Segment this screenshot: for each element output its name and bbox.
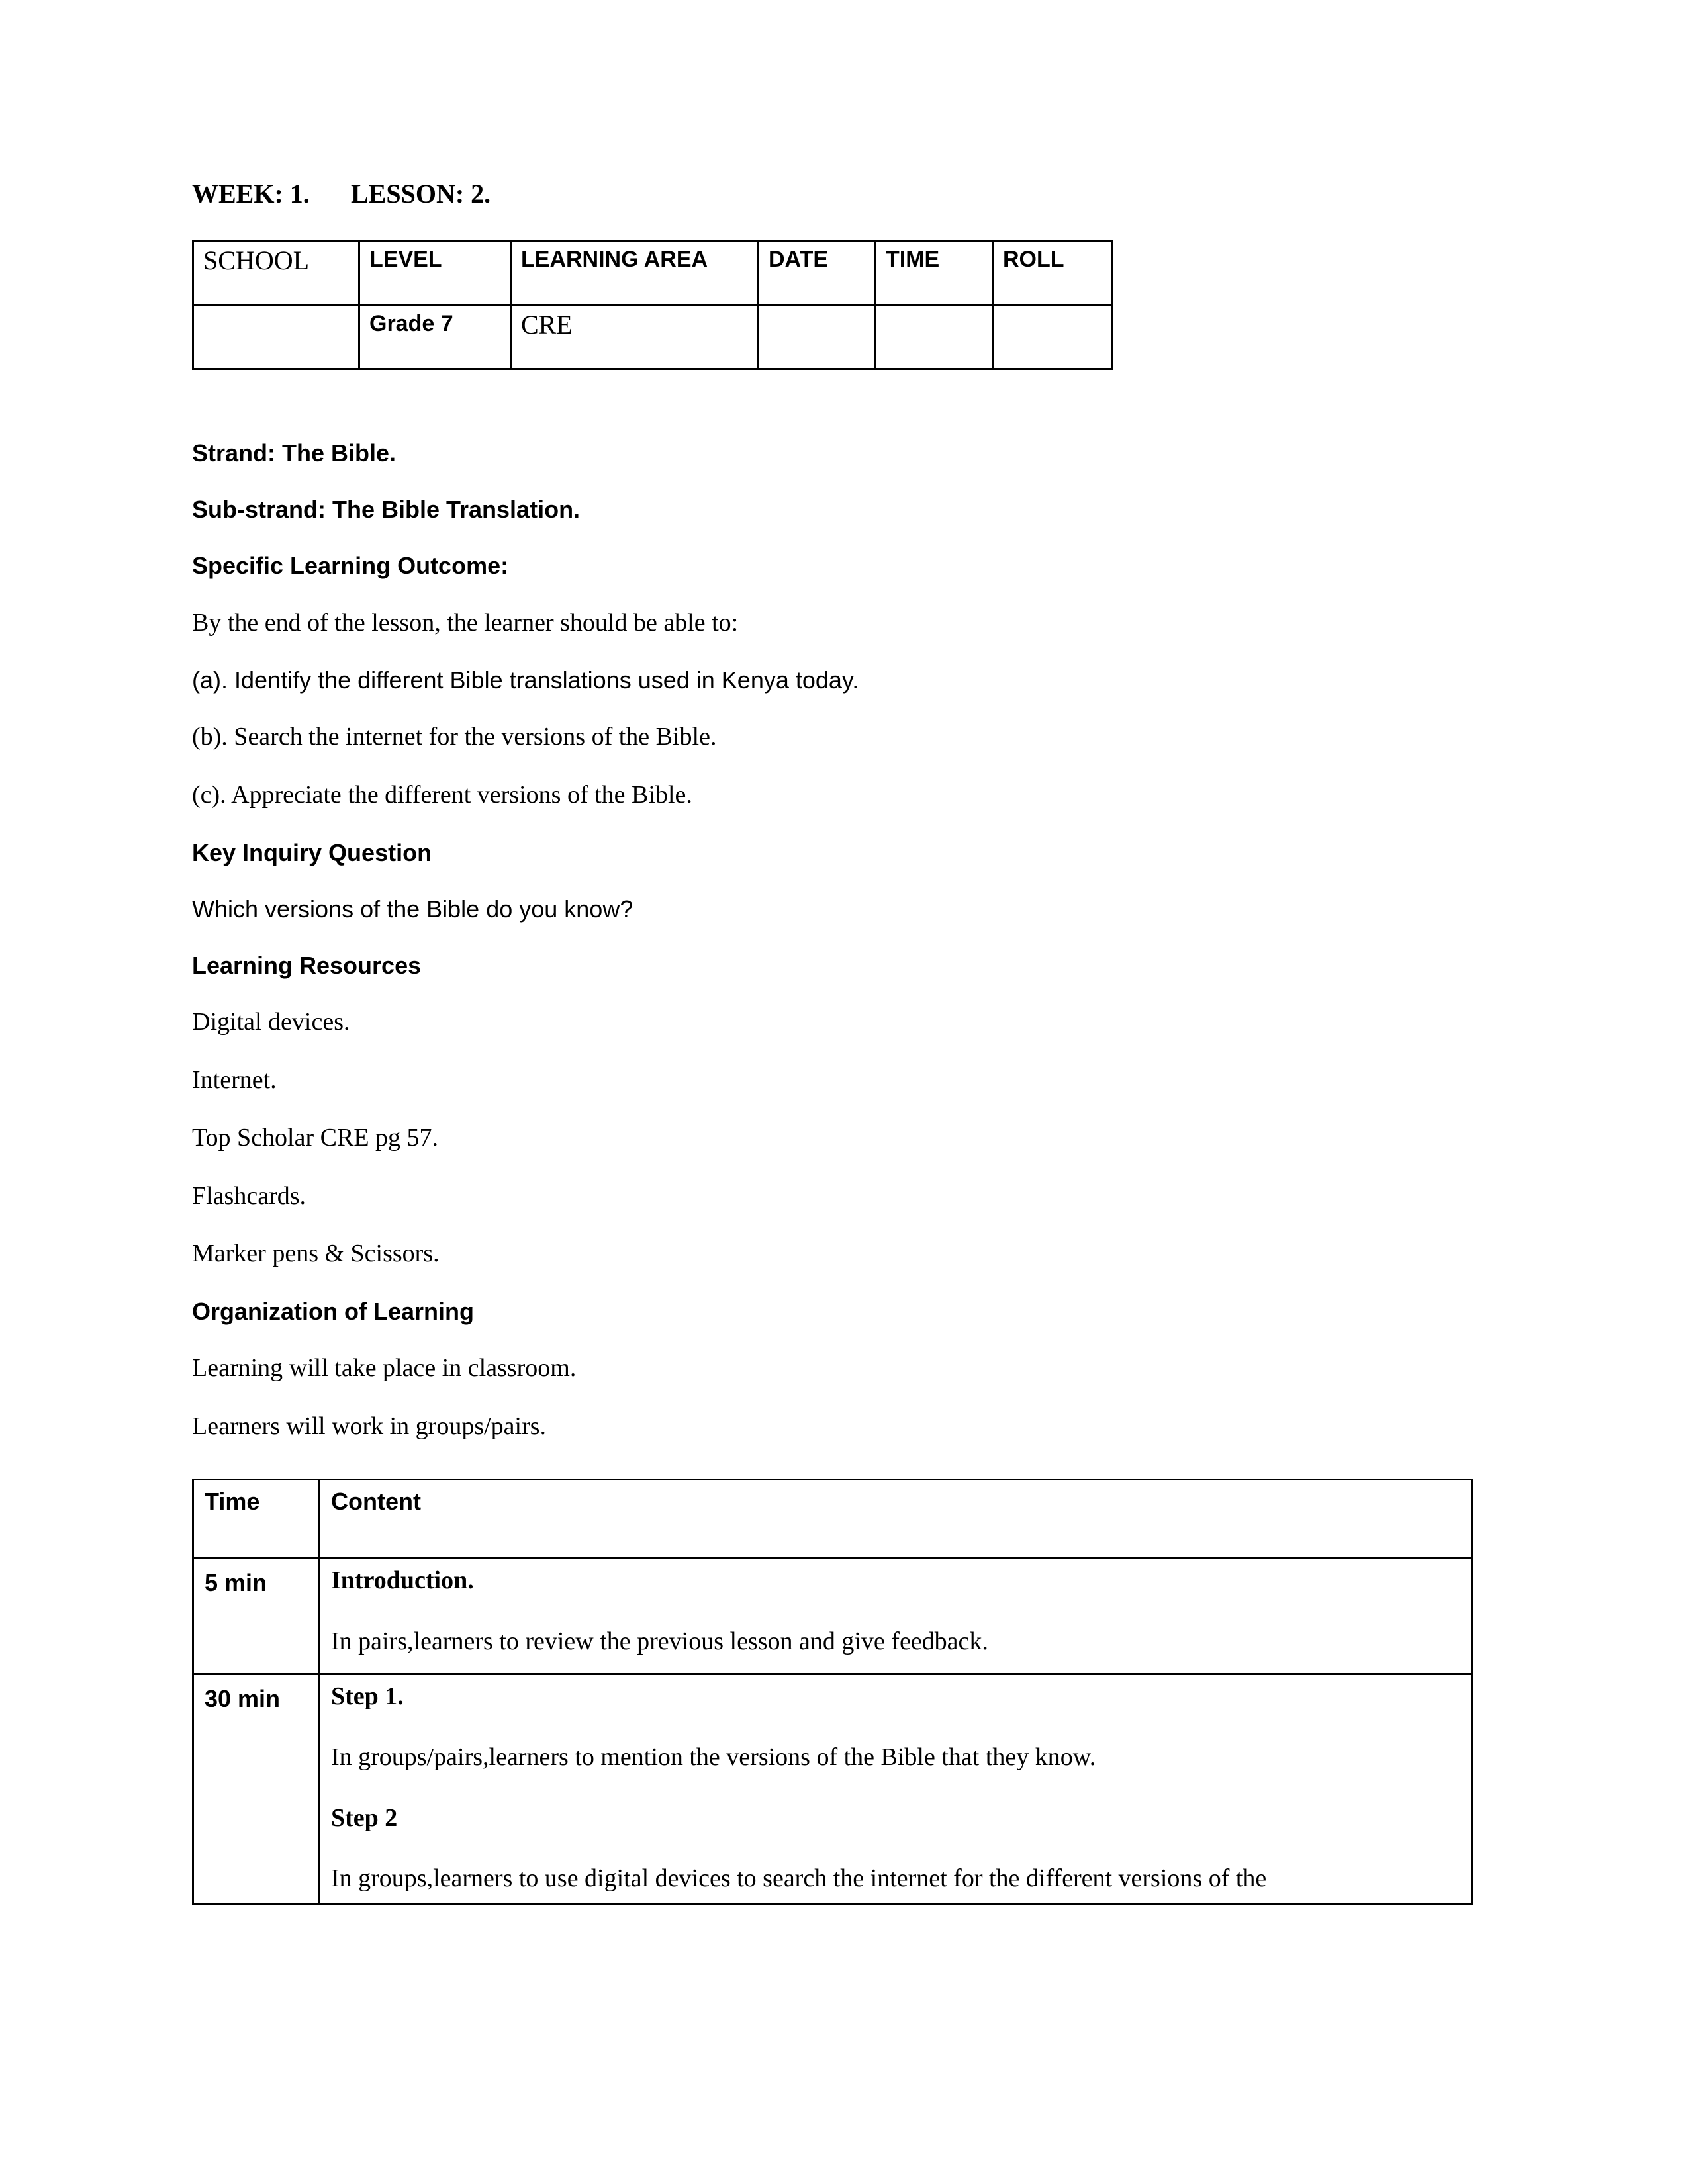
key-inquiry-heading: Key Inquiry Question [192, 839, 432, 866]
document-content [192, 179, 1473, 1905]
lesson-plan-table [192, 1479, 1473, 1905]
info-header-time: TIME [876, 241, 993, 305]
info-value-learning-area[interactable]: CRE [511, 305, 759, 369]
step-title: Step 2 [331, 1803, 398, 1832]
table-row-values [193, 305, 1113, 369]
outcome-item-b: (b). Search the internet for the versions of the Bible. [192, 723, 717, 751]
plan-row-content [320, 1674, 1472, 1904]
organization-item: Learners will work in groups/pairs. [192, 1412, 547, 1440]
step-text: In groups/pairs,learners to mention the versions of the Bible that they know. [331, 1743, 1096, 1772]
info-header-school: SCHOOL [193, 241, 359, 305]
info-header-level: LEVEL [359, 241, 511, 305]
info-header-date: DATE [759, 241, 876, 305]
learning-resource-item: Internet. [192, 1066, 277, 1094]
page-title: WEEK: 1. LESSON: 2. [192, 179, 491, 208]
organization-item: Learning will take place in classroom. [192, 1354, 577, 1383]
outcome-intro-text: By the end of the lesson, the learner should be able to: [192, 608, 739, 637]
learning-resource-item: Flashcards. [192, 1181, 306, 1210]
learning-resource-item: Marker pens & Scissors. [192, 1240, 440, 1268]
info-header-learning-area: LEARNING AREA [511, 241, 759, 305]
table-row [193, 1674, 1472, 1904]
sub-strand-heading: Sub-strand: The Bible Translation. [192, 496, 581, 523]
organization-of-learning-heading: Organization of Learning [192, 1298, 475, 1326]
learning-resource-item: Top Scholar CRE pg 57. [192, 1124, 439, 1152]
info-value-roll[interactable] [993, 305, 1113, 369]
info-value-date[interactable] [759, 305, 876, 369]
table-row-headers [193, 241, 1113, 305]
plan-row-time: 30 min [193, 1674, 320, 1904]
step-text: In pairs,learners to review the previous lesson and give feedback. [331, 1627, 988, 1656]
plan-row-time: 5 min [193, 1559, 320, 1674]
info-value-school[interactable] [193, 305, 359, 369]
plan-row-content [320, 1559, 1472, 1674]
outcome-item-a: (a). Identify the different Bible translations used in Kenya today. [192, 666, 859, 694]
step-title: Introduction. [331, 1567, 474, 1595]
info-header-roll: ROLL [993, 241, 1113, 305]
info-value-time[interactable] [876, 305, 993, 369]
outcome-item-c: (c). Appreciate the different versions of the Bible. [192, 780, 692, 809]
learning-resource-item: Digital devices. [192, 1008, 350, 1036]
strand-heading: Strand: The Bible. [192, 439, 397, 467]
key-inquiry-question: Which versions of the Bible do you know? [192, 895, 633, 923]
specific-learning-outcome-heading: Specific Learning Outcome: [192, 552, 509, 580]
step-text: In groups,learners to use digital devices to search the internet for the different versions of the [331, 1864, 1267, 1893]
info-value-level[interactable]: Grade 7 [359, 305, 511, 369]
table-row [193, 1559, 1472, 1674]
plan-header-time: Time [193, 1480, 320, 1559]
plan-header-content: Content [320, 1480, 1472, 1559]
step-title: Step 1. [331, 1682, 404, 1711]
learning-resources-heading: Learning Resources [192, 951, 422, 979]
table-row-plan-headers [193, 1480, 1472, 1559]
lesson-info-table [192, 240, 1113, 370]
